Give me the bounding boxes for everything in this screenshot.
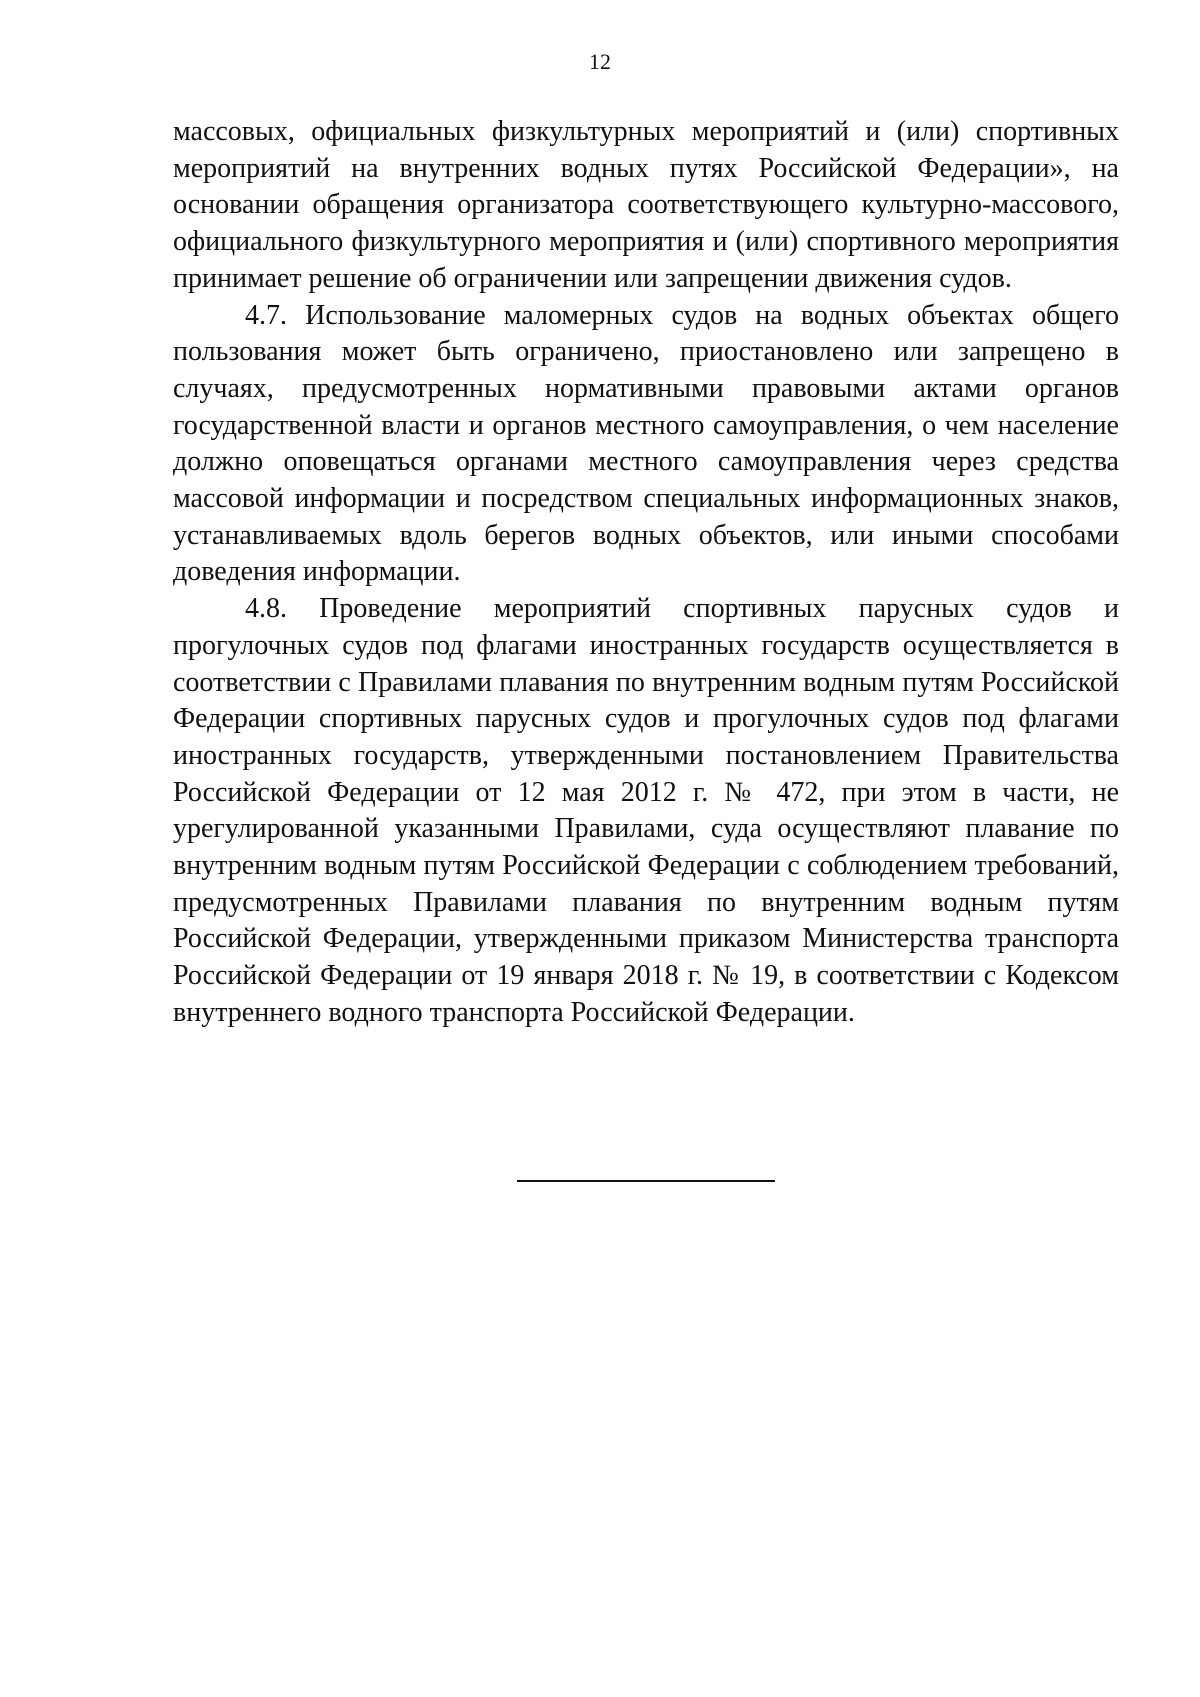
paragraph-4-8: 4.8. Проведение мероприятий спортивных парусных судов и прогулочных судов под флагами иностранных государств осуществляется в соответствии с Правилами плавания по внутренним водным путям Российской Федерации спортивных парусных судов и прогулочных судов под флагами иностранных государств, утвержденными постановлением Правительства Российской Федерации от 12 мая 2012 г. № 472, при этом в части, не урегулированной указанными Правилами, суда осуществляют плавание по внутренним водным путям Российской Федерации с соблюдением требований, предусмотренных Правилами плавания по внутренним водным путям Российской Федерации, утвержденными приказом Министерства транспорта Российской Федерации от 19 января 2018 г. № 19, в соответствии с Кодексом внутреннего водного транспорта Российской Федерации. [173,593,1119,1028]
page-number: 12 [589,49,611,74]
document-body [173,114,1119,1032]
end-of-document-rule [517,1180,775,1182]
paragraph-continuation: массовых, официальных физкультурных мероприятий и (или) спортивных мероприятий на внутренних водных путях Российской Федерации», на основании обращения организатора соответствующего культурно-массового, официального физкультурного мероприятия и (или) спортивного мероприятия принимает решение об ограничении или запрещении движения судов. [173,116,1119,294]
paragraph-4-7: 4.7. Использование маломерных судов на водных объектах общего пользования может быть ограничено, приостановлено или запрещено в случаях, предусмотренных нормативными правовыми актами органов государственной власти и органов местного самоуправления, о чем население должно оповещаться органами местного самоуправления через средства массовой информации и посредством специальных информационных знаков, устанавливаемых вдоль берегов водных объектов, или иными способами доведения информации. [173,299,1119,588]
